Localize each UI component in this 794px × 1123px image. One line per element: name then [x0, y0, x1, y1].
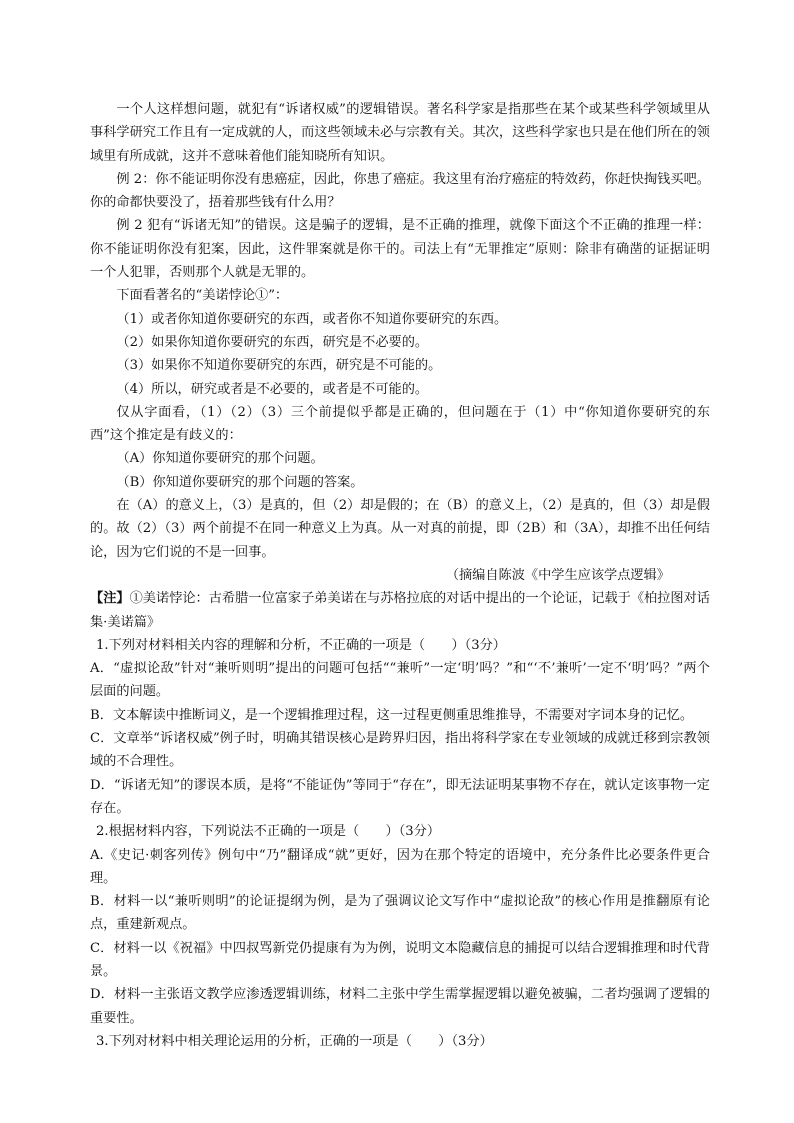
list-item: （2）如果你知道你要研究的东西，研究是不必要的。 — [116, 334, 429, 350]
paragraph-appeal-to-authority: 一个人这样想问题，就犯有“诉诸权威”的逻辑错误。著名科学家是指那些在某个或某些科学领域里从事科学研究工作且有一定成就的人，而这些领域未必与宗教有关。其次，这些科学家也只是在他们所在的领域里有所成就，这并不意味着他们能知晓所有知识。 — [90, 102, 710, 164]
list-item: （1）或者你知道你要研究的东西，或者你不知道你要研究的东西。 — [116, 311, 508, 327]
paragraph-ambiguity: 仅从字面看，（1）（2）（3）三个前提似乎都是正确的，但问题在于（1）中“你知道你要研究的东西”这个推定是有歧义的： — [90, 404, 710, 444]
footnote-text: ①美诺悖论：古希腊一位富家子弟美诺在与苏格拉底的对话中提出的一个论证，记载于《柏拉图对话集·美诺篇》 — [90, 591, 710, 630]
paragraph-meno-intro: 下面看著名的“美诺悖论①”： — [116, 288, 289, 304]
document-page — [90, 98, 710, 1053]
list-item: （3）如果你不知道你要研究的东西，研究是不可能的。 — [116, 358, 442, 374]
source-citation: （摘编自陈波《中学生应该学点逻辑》 — [445, 567, 670, 583]
question-option: A.《史记·刺客列传》例句中“乃”翻译成“就”更好，因为在那个特定的语境中，充分条件比必要条件更合理。 — [90, 847, 710, 886]
paragraph-example-2: 例 2：你不能证明你没有患癌症，因此，你患了癌症。我这里有治疗癌症的特效药，你赶快掏钱买吧。你的命都快要没了，捂着那些钱有什么用？ — [90, 171, 710, 211]
question-option: B．文本解读中推断词义，是一个逻辑推理过程，这一过程更侧重思维推导，不需要对字词本身的记忆。 — [90, 707, 694, 723]
question-option: D．“诉诸无知”的谬误本质，是将“不能证伪”等同于“存在”，即无法证明某事物不存在，就认定该事物一定存在。 — [90, 777, 710, 816]
question-option: D．材料一主张语文教学应渗透逻辑训练，材料二主张中学生需掌握逻辑以避免被骗，二者均强调了逻辑的重要性。 — [90, 987, 710, 1026]
question-option: A．“虚拟论敌”针对“兼听则明”提出的问题可包括““兼听”一定‘明’吗？”和“‘不’兼听’一定不‘明’吗？”两个层面的问题。 — [90, 661, 710, 700]
question-option: C．材料一以《祝福》中四叔骂新党仍提康有为为例，说明文本隐藏信息的捕捉可以结合逻辑推理和时代背景。 — [90, 940, 710, 979]
list-item: （4）所以，研究或者是不必要的，或者是不可能的。 — [116, 381, 429, 397]
paragraph-appeal-to-ignorance: 例 2 犯有“诉诸无知”的错误。这是骗子的逻辑，是不正确的推理，就像下面这个不正确的推理一样：你不能证明你没有犯案，因此，这件罪案就是你干的。司法上有“无罪推定”原则：除非有确凿的证据证明一个人犯罪，否则那个人就是无罪的。 — [90, 218, 710, 281]
question-option: B．材料一以“兼听则明”的论证提纲为例，是为了强调议论文写作中“虚拟论敌”的核心作用是推翻原有论点，重建新观点。 — [90, 894, 710, 933]
list-item: （B）你知道你要研究的那个问题的答案。 — [116, 474, 364, 490]
question-stem: 1.下列对材料相关内容的理解和分析，不正确的一项是（ ）（3分） — [96, 637, 506, 653]
list-item: （A）你知道你要研究的那个问题。 — [116, 451, 324, 467]
question-stem: 3.下列对材料中相关理论运用的分析，正确的一项是（ ）（3分） — [96, 1033, 493, 1049]
footnote-label: 【注】 — [90, 591, 130, 607]
question-option: C．文章举“诉诸权威”例子时，明确其错误核心是跨界归因，指出将科学家在专业领域的成就迁移到宗教领域的不合理性。 — [90, 731, 710, 770]
question-stem: 2.根据材料内容，下列说法不正确的一项是（ ）（3分） — [96, 824, 441, 840]
paragraph-conclusion: 在（A）的意义上，（3）是真的，但（2）却是假的；在（B）的意义上，（2）是真的，但（3）却是假的。故（2）（3）两个前提不在同一种意义上为真。从一对真的前提，即（2B）和（3A），却推不出任何结论，因为它们说的不是一回事。 — [90, 498, 710, 560]
footnote — [90, 587, 710, 634]
